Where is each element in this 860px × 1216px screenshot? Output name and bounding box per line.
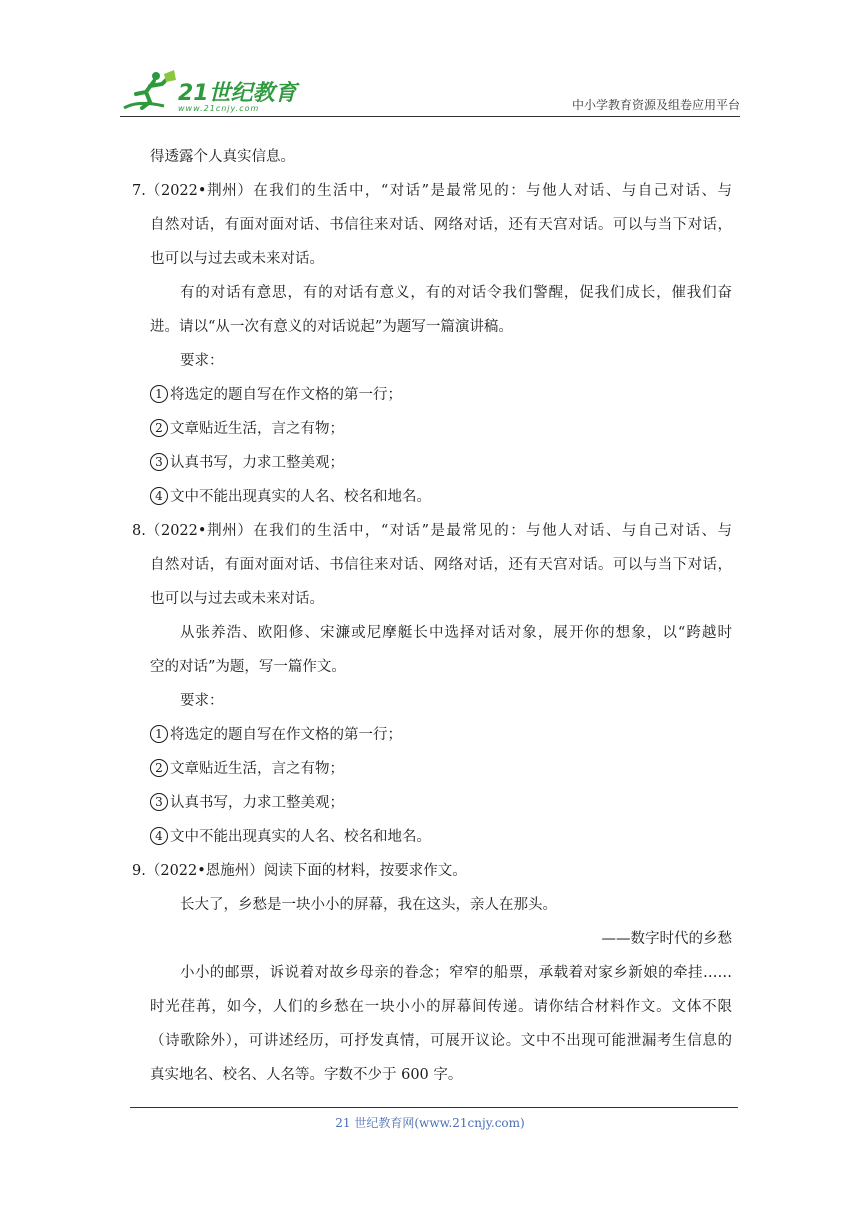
requirement-text: 认真书写，力求工整美观； (170, 455, 344, 471)
circled-number: 3 (150, 453, 168, 471)
circled-number: 2 (150, 419, 168, 437)
requirement-item (150, 378, 732, 412)
circled-number: 3 (150, 793, 168, 811)
footer-link[interactable]: 21 世纪教育网(www.21cnjy.com) (335, 1116, 525, 1130)
question-number: 8. (132, 523, 146, 539)
question-text-line: 进。请以“从一次有意义的对话说起”为题写一篇演讲稿。 (150, 319, 513, 335)
requirement-text: 将选定的题自写在作文格的第一行； (170, 387, 402, 403)
circled-number: 1 (150, 725, 168, 743)
question-9-first-line (132, 854, 732, 888)
question-text-line: 有的对话有意思，有的对话有意义，有的对话令我们警醒，促我们成长，催我们奋 (180, 285, 732, 301)
question-text-line: 空的对话”为题，写一篇作文。 (150, 659, 346, 675)
running-man-icon (120, 66, 180, 116)
question-text-line: 从张养浩、欧阳修、宋濂或尼摩艇长中选择对话对象，展开你的想象，以“跨越时 (180, 625, 732, 641)
question-8-first-line (132, 514, 732, 548)
question-text-line: 时光荏苒，如今，人们的乡愁在一块小小的屏幕间传递。请你结合材料作文。文体不限 (150, 999, 732, 1015)
requirements-label: 要求： (180, 693, 224, 709)
question-text-line: 自然对话，有面对面对话、书信往来对话、网络对话，还有天宫对话。可以与当下对话， (150, 557, 732, 573)
question-text-line: （诗歌除外），可讲述经历，可抒发真情，可展开议论。文中不出现可能泄漏考生信息的 (150, 1033, 732, 1049)
logo-text: 21世纪教育 (178, 81, 297, 106)
circled-number: 4 (150, 827, 168, 845)
requirement-item (150, 480, 732, 514)
question-number: 9. (132, 863, 146, 879)
requirement-text: 认真书写，力求工整美观； (170, 795, 344, 811)
question-text-line: 也可以与过去或未来对话。 (150, 591, 324, 607)
material-quote: 长大了，乡愁是一块小小的屏幕，我在这头，亲人在那头。 (180, 897, 557, 913)
requirement-text: 文中不能出现真实的人名、校名和地名。 (170, 489, 431, 505)
carry-over-line: 得透露个人真实信息。 (150, 149, 295, 165)
circled-number: 1 (150, 385, 168, 403)
question-text-line: 真实地名、校名、人名等。字数不少于 600 字。 (150, 1067, 463, 1083)
question-source: （2022•荆州） (145, 183, 252, 199)
material-attribution: ——数字时代的乡愁 (601, 931, 732, 947)
question-7-first-line (132, 174, 732, 208)
requirements-label: 要求： (180, 353, 224, 369)
requirement-item (150, 718, 732, 752)
requirement-text: 文章贴近生活，言之有物； (170, 761, 344, 777)
requirement-item (150, 412, 732, 446)
platform-title: 中小学教育资源及组卷应用平台 (571, 98, 740, 112)
logo-url: www.21cnjy.com (178, 104, 260, 113)
question-text: 阅读下面的材料，按要求作文。 (263, 863, 467, 879)
circled-number: 2 (150, 759, 168, 777)
question-text: 在我们的生活中，“对话”是最常见的：与他人对话、与自己对话、与 (251, 523, 732, 539)
question-text-line: 也可以与过去或未来对话。 (150, 251, 324, 267)
requirement-text: 将选定的题自写在作文格的第一行； (170, 727, 402, 743)
question-source: （2022•荆州） (145, 523, 252, 539)
requirement-item (150, 786, 732, 820)
requirement-text: 文中不能出现真实的人名、校名和地名。 (170, 829, 431, 845)
header-divider (120, 116, 740, 117)
requirement-item (150, 820, 732, 854)
page-header (120, 66, 740, 116)
site-logo[interactable] (120, 66, 310, 116)
question-source: （2022•恩施州） (145, 863, 264, 879)
question-text-line: 自然对话，有面对面对话、书信往来对话、网络对话，还有天宫对话。可以与当下对话， (150, 217, 732, 233)
requirement-text: 文章贴近生活，言之有物； (170, 421, 344, 437)
question-number: 7. (132, 183, 146, 199)
footer-divider (130, 1107, 738, 1108)
circled-number: 4 (150, 487, 168, 505)
requirement-item (150, 752, 732, 786)
question-text: 在我们的生活中，“对话”是最常见的：与他人对话、与自己对话、与 (251, 183, 732, 199)
document-body (132, 140, 732, 1092)
requirement-item (150, 446, 732, 480)
question-text-line: 小小的邮票，诉说着对故乡母亲的眷念；窄窄的船票，承载着对家乡新娘的牵挂…… (180, 965, 732, 981)
